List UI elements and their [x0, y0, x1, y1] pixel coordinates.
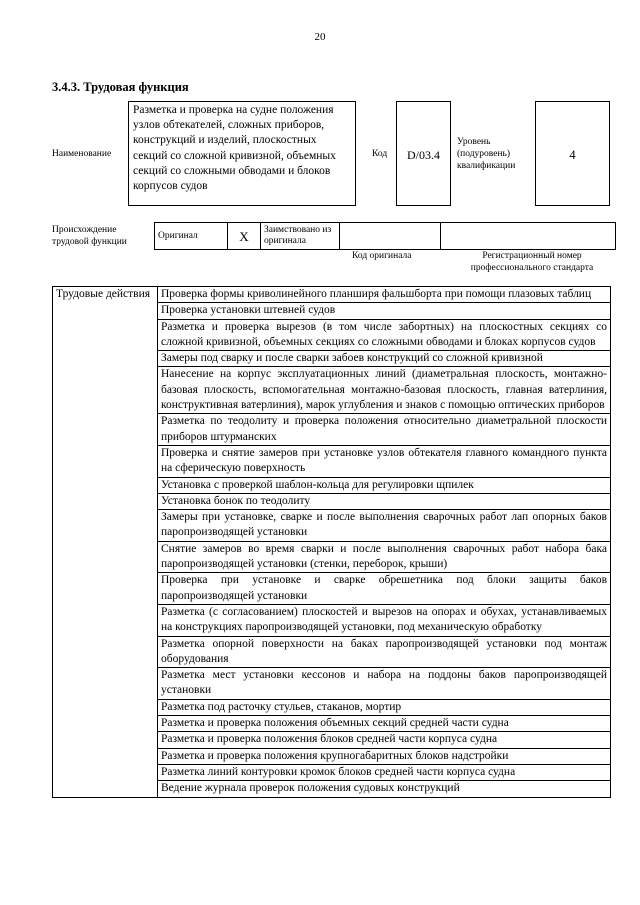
labor-action-item: Разметка по теодолиту и проверка положения относительно диаметральной плоскости приборов штурманских — [158, 414, 611, 446]
labor-action-item: Разметка линий контуровки кромок блоков средней части корпуса судна — [158, 764, 611, 780]
page-number: 20 — [314, 31, 326, 43]
reg-number-caption: Регистрационный номер профессионального стандарта — [470, 251, 594, 273]
labor-action-item: Проверка при установке и сварке обрешетника под блоки защиты баков паропроизводящей установки — [158, 573, 611, 605]
function-name-value: Разметка и проверка на судне положения узлов обтекателей, сложных приборов, конструкций и изделий, плоскостных секций со сложной кривизной, объемных секций со сложными обводами и блоков корпусов судов — [128, 101, 356, 206]
level-label: Уровень (подуровень) квалификации — [457, 137, 516, 171]
section-title: 3.4.3. Трудовая функция — [52, 80, 189, 94]
labor-action-item: Разметка и проверка положения объемных секций средней части судна — [158, 716, 611, 732]
labor-action-item: Установка бонок по теодолиту — [158, 493, 611, 509]
labor-action-item: Разметка опорной поверхности на баках паропроизводящей установки под монтаж оборудования — [158, 636, 611, 668]
labor-action-item: Разметка под расточку стульев, стаканов, мортир — [158, 699, 611, 715]
original-label: Оригинал — [158, 230, 198, 241]
name-label: Наименование — [52, 149, 112, 159]
labor-action-item: Разметка (с согласованием) плоскостей и вырезов на опорах и обухах, устанавливаемых на конструкциях паропроизводящей установки, под механическую обработку — [158, 604, 611, 636]
labor-action-item: Проверка формы криволинейного планширя фальшборта при помощи плазовых таблиц — [158, 287, 611, 303]
labor-action-item: Замеры при установке, сварке и после выполнения сварочных работ лап опорных баков паропроизводящей установки — [158, 510, 611, 542]
code-original-cell — [340, 223, 441, 250]
labor-action-item: Проверка установки штевней судов — [158, 303, 611, 319]
labor-actions-header: Трудовые действия — [53, 287, 158, 798]
labor-action-item: Снятие замеров во время сварки и после выполнения сварочных работ набора бака паропроизводящей установки (стенки, переборок, крыши) — [158, 541, 611, 573]
labor-action-item: Замеры под сварку и после сварки забоев конструкций со сложной кривизной — [158, 351, 611, 367]
origin-table — [154, 222, 616, 250]
origin-label: Происхождение трудовой функции — [52, 225, 127, 247]
labor-action-item: Нанесение на корпус эксплуатационных линий (диаметральная плоскость, монтажно-базовая плоскость, вспомогательная монтажно-базовая плоскость, главная ватерлиния, конструктивная ватерлиния), марок углубления и знаков с помощью оптических приборов — [158, 367, 611, 414]
labor-actions-table — [52, 286, 611, 798]
labor-action-item: Разметка и проверка вырезов (в том числе забортных) на плоскостных секциях со сложной кривизной, объемных секциях со сложными обводами и блоках корпусов судов — [158, 319, 611, 351]
code-original-caption: Код оригинала — [352, 251, 412, 261]
table-row — [53, 287, 611, 303]
labor-action-item: Разметка и проверка положения крупногабаритных блоков надстройки — [158, 748, 611, 764]
code-label: Код — [372, 149, 388, 159]
level-value: 4 — [535, 101, 610, 206]
labor-action-item: Разметка и проверка положения блоков средней части корпуса судна — [158, 732, 611, 748]
original-mark: X — [228, 223, 261, 250]
reg-number-cell — [441, 223, 616, 250]
labor-action-item: Разметка мест установки кессонов и набора на поддоны баков паропроизводящей установки — [158, 668, 611, 700]
borrowed-label: Заимствовано из оригинала — [261, 223, 340, 250]
code-value: D/03.4 — [396, 101, 451, 206]
labor-action-item: Ведение журнала проверок положения судовых конструкций — [158, 781, 611, 797]
original-label-cell — [155, 223, 228, 250]
labor-action-item: Проверка и снятие замеров при установке узлов обтекателя главного командного пункта на сферическую поверхность — [158, 445, 611, 477]
labor-action-item: Установка с проверкой шаблон-кольца для регулировки щпилек — [158, 477, 611, 493]
